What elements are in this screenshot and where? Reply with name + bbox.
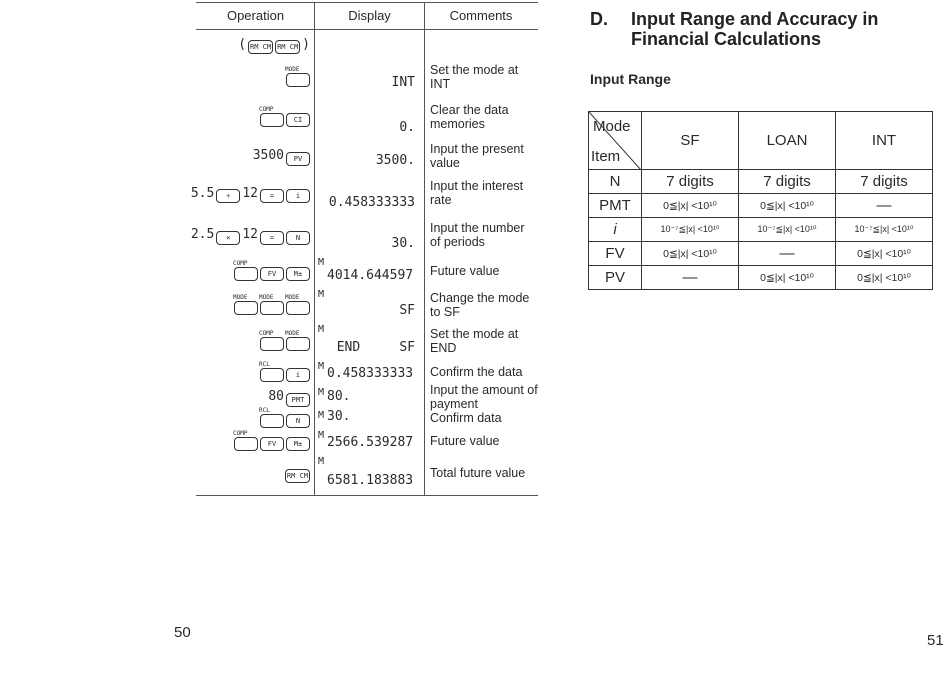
range-cell: 0≦|x| <10¹⁰ — [739, 194, 836, 218]
display-cell — [315, 287, 418, 322]
key-group — [259, 293, 284, 315]
table-bottom-rule — [196, 495, 538, 496]
table-row — [196, 322, 538, 359]
key-group — [259, 407, 284, 428]
row-item: FV — [589, 242, 642, 266]
key-group — [285, 293, 310, 315]
header-display: Display — [348, 8, 391, 23]
operation-cell — [238, 29, 310, 59]
table-row — [196, 59, 538, 94]
calculator-key — [286, 393, 310, 407]
operation-cell — [253, 139, 310, 172]
key-group — [286, 368, 310, 382]
key-label: N — [295, 233, 301, 242]
range-cell: 0≦|x| <10¹⁰ — [836, 242, 933, 266]
col-header-int: INT — [836, 112, 933, 170]
display-cell — [315, 359, 418, 385]
operation-suffix: ) — [302, 36, 310, 52]
comment-cell — [430, 59, 538, 94]
key-label: PV — [293, 154, 303, 163]
key-group — [286, 152, 310, 166]
memory-indicator: M — [318, 410, 325, 421]
display-cell — [315, 385, 418, 408]
key-label: N — [295, 417, 301, 425]
range-row — [589, 170, 933, 194]
key-label: = — [269, 233, 275, 242]
calculator-key — [285, 329, 310, 351]
key-shift-label: COMP — [233, 260, 248, 267]
operation-prefix: 2.5 — [190, 227, 215, 242]
display-value: 3500. — [375, 153, 415, 168]
calculator-key — [286, 231, 310, 245]
operation-cell — [191, 172, 310, 214]
range-header-row — [589, 112, 933, 170]
calculator-key — [216, 231, 240, 245]
display-cell — [315, 428, 418, 454]
comment-cell — [430, 322, 538, 359]
header-operation: Operation — [226, 8, 285, 23]
display-value: 4014.644597 — [327, 268, 414, 283]
row-item: i — [589, 218, 642, 242]
display-cell — [315, 322, 418, 359]
calculator-key — [259, 293, 284, 315]
col-header-loan: LOAN — [739, 112, 836, 170]
row-item: PV — [589, 266, 642, 290]
display-value: 6581.183883 — [327, 473, 414, 488]
comment-cell — [430, 29, 538, 59]
key-group — [259, 329, 284, 351]
calculator-key — [286, 368, 310, 382]
range-cell: 10⁻⁷≦|x| <10¹⁰ — [836, 218, 933, 242]
range-row — [589, 266, 933, 290]
display-value: 80. — [327, 389, 351, 404]
operation-cell — [191, 214, 310, 255]
key-label: RM CM — [250, 43, 272, 51]
key-group — [286, 393, 310, 407]
operation-cell — [260, 94, 310, 139]
key-label: = — [269, 192, 275, 200]
range-cell: 7 digits — [836, 170, 933, 194]
key-label: × — [226, 233, 231, 242]
key-group — [286, 414, 310, 428]
display-value: INT — [391, 75, 415, 90]
input-range-table — [588, 111, 933, 290]
operations-table-header — [196, 2, 538, 30]
display-cell — [315, 94, 418, 139]
key-group — [286, 267, 310, 281]
display-value: 0. — [399, 120, 415, 135]
col-header-sf: SF — [642, 112, 739, 170]
key-group — [286, 231, 310, 245]
key-group — [286, 189, 310, 203]
operation-cell — [260, 408, 310, 428]
operation-cell — [234, 428, 310, 454]
calculator-key — [248, 40, 273, 54]
memory-indicator: M — [318, 387, 325, 398]
section-letter: D. — [590, 9, 608, 29]
key-label: PMT — [291, 395, 305, 404]
operation-prefix: 80 — [268, 389, 284, 404]
table-row — [190, 214, 538, 255]
calculator-key — [286, 189, 310, 203]
comment-cell — [430, 287, 538, 322]
comment-text: Input the number of periods — [430, 220, 525, 249]
calculator-key — [259, 361, 284, 382]
comment-cell — [430, 408, 538, 428]
table-row — [196, 94, 538, 139]
operation-prefix: 5.5 — [190, 185, 215, 201]
calculator-key — [285, 65, 310, 87]
key-group — [285, 65, 310, 87]
memory-indicator: M — [318, 257, 325, 268]
range-cell: — — [739, 242, 836, 266]
page-number-right: 51 — [927, 632, 944, 649]
comment-text: Input the amount of payment — [430, 382, 538, 411]
operation-cell — [260, 359, 310, 385]
display-value: 2566.539287 — [327, 435, 414, 450]
range-cell: 7 digits — [739, 170, 836, 194]
key-shift-label: MODE — [285, 329, 300, 337]
key-group — [275, 40, 300, 54]
row-item: N — [589, 170, 642, 194]
key-group — [259, 361, 284, 382]
operation-cell — [234, 287, 310, 322]
comment-cell — [430, 359, 538, 385]
comment-text: Input the interest rate — [430, 179, 524, 207]
display-value: END SF — [336, 340, 415, 355]
key-group — [248, 40, 273, 54]
calculator-key — [233, 293, 258, 315]
display-cell — [315, 454, 418, 492]
calculator-key — [260, 267, 284, 281]
table-row — [196, 29, 538, 59]
page-number-left: 50 — [174, 624, 191, 641]
table-row — [196, 454, 538, 492]
memory-indicator: M — [318, 430, 325, 441]
comment-cell — [430, 454, 538, 492]
operation-cell — [260, 322, 310, 359]
display-cell — [315, 29, 418, 59]
operation-cell — [234, 255, 310, 287]
comment-cell — [430, 255, 538, 287]
key-shift-label: MODE — [233, 293, 248, 301]
calculator-key — [260, 231, 284, 245]
key-shift-label: COMP — [259, 105, 274, 113]
range-cell: 0≦|x| <10¹⁰ — [642, 194, 739, 218]
calculator-key — [285, 469, 310, 483]
key-group — [260, 189, 284, 203]
calculator-key — [286, 152, 310, 166]
comment-cell — [430, 214, 538, 255]
comment-cell — [430, 139, 538, 172]
calculator-key — [259, 105, 284, 127]
memory-indicator: M — [318, 361, 325, 372]
operation-cell — [285, 454, 310, 492]
header-comments: Comments — [449, 8, 513, 23]
table-row — [196, 287, 538, 322]
calculator-key — [286, 437, 310, 451]
display-cell — [315, 172, 418, 214]
key-label: M± — [293, 440, 303, 448]
table-row — [196, 428, 538, 454]
key-label: i — [295, 192, 301, 200]
operation-cell — [268, 385, 310, 408]
key-shift-label: MODE — [285, 65, 300, 73]
key-group — [259, 105, 284, 127]
range-cell: 0≦|x| <10¹⁰ — [836, 266, 933, 290]
calculator-key — [233, 430, 258, 451]
calculator-key — [216, 189, 240, 203]
key-label: FV — [267, 270, 277, 278]
memory-indicator: M — [318, 324, 325, 335]
key-group — [216, 231, 240, 245]
comment-cell — [430, 428, 538, 454]
calculator-key — [260, 437, 284, 451]
table-row — [190, 172, 538, 214]
key-group — [260, 231, 284, 245]
operation-prefix: ( — [238, 36, 247, 52]
comment-text: Clear the data memories — [430, 102, 509, 131]
comment-text: Total future value — [430, 466, 526, 480]
corner-cell — [589, 112, 642, 170]
key-shift-label: RCL — [259, 407, 270, 414]
operation-cell — [286, 59, 310, 94]
range-cell: 0≦|x| <10¹⁰ — [739, 266, 836, 290]
memory-indicator: M — [318, 456, 325, 467]
key-group — [286, 113, 310, 127]
comment-text: Future value — [430, 264, 500, 278]
display-cell — [315, 255, 418, 287]
section-title: Input Range and Accuracy in Financial Calculations — [631, 9, 879, 49]
range-cell: — — [642, 266, 739, 290]
key-label: RM CM — [286, 472, 308, 480]
range-cell: 10⁻⁷≦|x| <10¹⁰ — [739, 218, 836, 242]
corner-mode-label: Mode — [593, 118, 631, 135]
comment-text: Future value — [430, 434, 500, 448]
key-group — [233, 293, 258, 315]
range-cell: — — [836, 194, 933, 218]
display-value: SF — [399, 303, 415, 318]
key-label: i — [295, 371, 301, 379]
calculator-key — [286, 414, 310, 428]
calculator-key — [285, 293, 310, 315]
display-cell — [315, 408, 418, 428]
range-row — [589, 242, 933, 266]
memory-indicator: M — [318, 289, 325, 300]
comment-text: Set the mode at END — [430, 326, 519, 355]
display-value: 0.458333333 — [328, 195, 415, 210]
input-range-subtitle: Input Range — [590, 71, 671, 87]
section-heading — [590, 9, 931, 49]
key-label: FV — [267, 440, 277, 448]
calculator-key — [275, 40, 300, 54]
display-cell — [315, 139, 418, 172]
range-cell: 10⁻⁷≦|x| <10¹⁰ — [642, 218, 739, 242]
key-group — [260, 437, 284, 451]
display-value: 30. — [391, 236, 415, 251]
calculator-key — [233, 260, 258, 281]
key-shift-label: MODE — [285, 293, 300, 301]
key-shift-label: COMP — [233, 430, 248, 437]
comment-text: Change the mode to SF — [430, 290, 530, 319]
calculator-key — [259, 329, 284, 351]
corner-item-label: Item — [591, 148, 621, 165]
comment-cell — [430, 172, 538, 214]
key-group — [233, 430, 258, 451]
range-row — [589, 218, 933, 242]
key-label: M± — [293, 270, 303, 278]
table-row — [196, 359, 538, 385]
key-group — [285, 329, 310, 351]
key-label: RM CM — [277, 43, 299, 51]
key-shift-label: COMP — [259, 329, 274, 337]
calculator-key — [260, 189, 284, 203]
key-shift-label: RCL — [259, 361, 270, 368]
display-value: 0.458333333 — [327, 366, 414, 381]
key-group — [260, 267, 284, 281]
key-label: CI — [293, 115, 303, 124]
comment-text: Confirm the data — [430, 365, 523, 379]
operation-prefix: 3500 — [252, 148, 284, 163]
comment-cell — [430, 94, 538, 139]
range-cell: 7 digits — [642, 170, 739, 194]
operation-number: 12 — [242, 185, 258, 201]
key-label: ÷ — [226, 192, 231, 200]
comment-text: Set the mode at INT — [430, 62, 519, 91]
table-row — [196, 139, 538, 172]
calculator-key — [259, 407, 284, 428]
display-cell — [315, 214, 418, 255]
range-row — [589, 194, 933, 218]
key-group — [286, 437, 310, 451]
calculator-key — [286, 113, 310, 127]
key-group — [216, 189, 240, 203]
range-cell: 0≦|x| <10¹⁰ — [642, 242, 739, 266]
operation-number: 12 — [242, 227, 258, 242]
comment-text: Confirm data — [430, 411, 502, 425]
row-item: PMT — [589, 194, 642, 218]
display-value: 30. — [327, 409, 351, 424]
key-group — [285, 469, 310, 483]
key-group — [233, 260, 258, 281]
table-row — [196, 408, 538, 428]
display-cell — [315, 59, 418, 94]
comment-text: Input the present value — [430, 141, 524, 170]
key-shift-label: MODE — [259, 293, 274, 301]
calculator-key — [286, 267, 310, 281]
table-row — [196, 255, 538, 287]
comment-cell — [430, 382, 538, 411]
